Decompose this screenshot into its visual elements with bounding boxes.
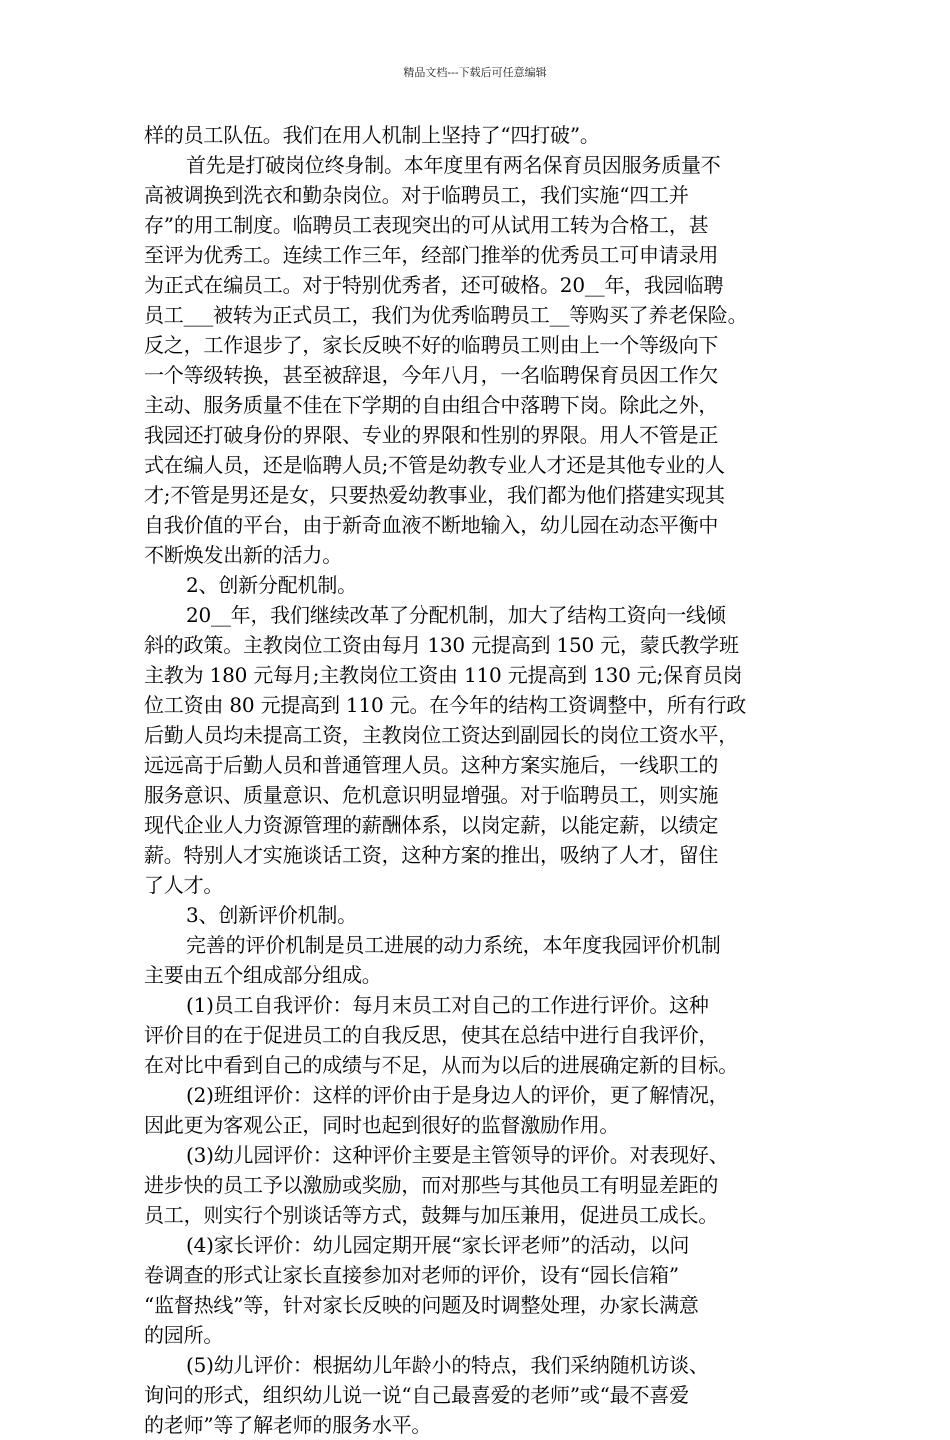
text-line: 20__年，我们继续改革了分配机制，加大了结构工资向一线倾 (186, 603, 726, 627)
text-line: 我园还打破身份的界限、专业的界限和性别的界限。用人不管是正 (144, 423, 719, 447)
text-line: 斜的政策。主教岗位工资由每月 130 元提高到 150 元，蒙氏教学班 (144, 633, 739, 657)
text-line: 的老师”等了解老师的服务水平。 (144, 1413, 432, 1437)
text-line: 首先是打破岗位终身制。本年度里有两名保育员因服务质量不 (186, 153, 721, 177)
text-line: 了人才。 (144, 873, 224, 897)
text-line: 3、创新评价机制。 (186, 903, 357, 927)
text-line: 不断焕发出新的活力。 (144, 543, 342, 567)
text-line: 完善的评价机制是员工进展的动力系统，本年度我园评价机制 (186, 933, 721, 957)
text-line: 自我价值的平台，由于新奇血液不断地输入，幼儿园在动态平衡中 (144, 513, 719, 537)
text-line: (5)幼儿评价：根据幼儿年龄小的特点，我们采纳随机访谈、 (186, 1353, 709, 1377)
text-line: 评价目的在于促进员工的自我反思，使其在总结中进行自我评价， (144, 1023, 719, 1047)
text-line: 一个等级转换，甚至被辞退，今年八月，一名临聘保育员因工作欠 (144, 363, 719, 387)
text-line: 进步快的员工予以激励或奖励，而对那些与其他员工有明显差距的 (144, 1173, 719, 1197)
text-line: 为正式在编员工。对于特别优秀者，还可破格。20__年，我园临聘 (144, 273, 724, 297)
text-line: 高被调换到洗衣和勤杂岗位。对于临聘员工，我们实施“四工并 (144, 183, 689, 207)
page-header: 精品文档---下载后可任意编辑 (403, 66, 547, 79)
text-line: (1)员工自我评价：每月末员工对自己的工作进行评价。这种 (186, 993, 709, 1017)
text-line: 主要由五个组成部分组成。 (144, 963, 382, 987)
text-line: 位工资由 80 元提高到 110 元。在今年的结构工资调整中，所有行政 (144, 693, 747, 717)
text-line: 至评为优秀工。连续工作三年，经部门推举的优秀员工可申请录用 (144, 243, 719, 267)
text-line: 服务意识、质量意识、危机意识明显增强。对于临聘员工，则实施 (144, 783, 719, 807)
text-line: (3)幼儿园评价：这种评价主要是主管领导的评价。对表现好、 (186, 1143, 729, 1167)
text-line: 反之，工作退步了，家长反映不好的临聘员工则由上一个等级向下 (144, 333, 719, 357)
text-line: 在对比中看到自己的成绩与不足，从而为以后的进展确定新的目标。 (144, 1053, 738, 1077)
text-line: 存”的用工制度。临聘员工表现突出的可从试用工转为合格工，甚 (144, 213, 709, 237)
text-line: 卷调查的形式让家长直接参加对老师的评价，设有“园长信箱” (144, 1263, 679, 1287)
text-line: 2、创新分配机制。 (186, 573, 357, 597)
text-line: 主动、服务质量不佳在下学期的自由组合中落聘下岗。除此之外， (144, 393, 719, 417)
text-line: (2)班组评价：这样的评价由于是身边人的评价，更了解情况， (186, 1083, 729, 1107)
text-line: 样的员工队伍。我们在用人机制上坚持了“四打破”。 (144, 123, 600, 147)
text-line: 薪。特别人才实施谈话工资，这种方案的推出，吸纳了人才，留住 (144, 843, 719, 867)
document-body (144, 120, 816, 1440)
text-line: 远远高于后勤人员和普通管理人员。这种方案实施后，一线职工的 (144, 753, 719, 777)
text-line: 因此更为客观公正，同时也起到很好的监督激励作用。 (144, 1113, 620, 1137)
text-line: 现代企业人力资源管理的薪酬体系，以岗定薪，以能定薪，以绩定 (144, 813, 719, 837)
text-line: 才;不管是男还是女，只要热爱幼教事业，我们都为他们搭建实现其 (144, 483, 725, 507)
text-line: 询问的形式，组织幼儿说一说“自己最喜爱的老师”或“最不喜爱 (144, 1383, 689, 1407)
text-line: 式在编人员，还是临聘人员;不管是幼教专业人才还是其他专业的人 (144, 453, 725, 477)
text-line: 的园所。 (144, 1323, 224, 1347)
text-line: “监督热线”等，针对家长反映的问题及时调整处理，办家长满意 (144, 1293, 699, 1317)
text-line: (4)家长评价：幼儿园定期开展“家长评老师”的活动，以问 (186, 1233, 690, 1257)
text-line: 员工___被转为正式员工，我们为优秀临聘员工__等购买了养老保险。 (144, 303, 748, 327)
text-line: 主教为 180 元每月;主教岗位工资由 110 元提高到 130 元;保育员岗 (144, 663, 743, 687)
text-line: 后勤人员均未提高工资，主教岗位工资达到副园长的岗位工资水平， (144, 723, 738, 747)
text-line: 员工，则实行个别谈话等方式，鼓舞与加压兼用，促进员工成长。 (144, 1203, 719, 1227)
